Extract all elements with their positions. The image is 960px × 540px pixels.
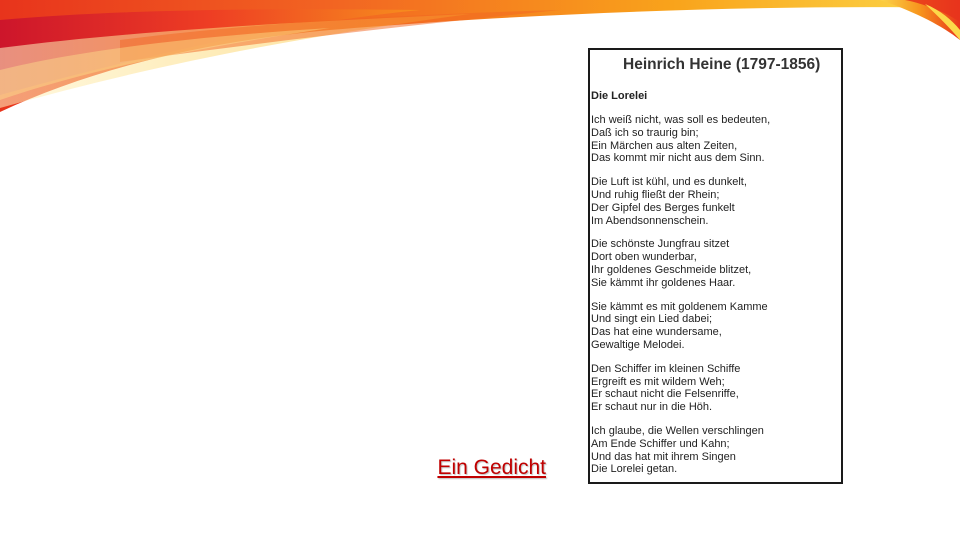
stanza-5 [591, 363, 841, 414]
poem-line: Das kommt mir nicht aus dem Sinn. [591, 152, 765, 165]
poem-line: Im Abendsonnenschein. [591, 214, 709, 227]
poem-image [588, 48, 843, 484]
poem-line: Er schaut nur in die Höh. [591, 401, 713, 414]
slide-title: Ein Gedicht [437, 456, 546, 479]
poem-line: Den Schiffer im kleinen Schiffe [591, 362, 741, 375]
poem-line: Ihr goldenes Geschmeide blitzet, [591, 263, 752, 276]
poem-title: Die Lorelei [591, 90, 648, 102]
poem-stanzas [591, 114, 841, 484]
poem-line: Die Luft ist kühl, und es dunkelt, [591, 176, 747, 189]
poem-line: Dort oben wunderbar, [591, 251, 697, 264]
poem-line: Ich glaube, die Wellen verschlingen [591, 424, 764, 437]
stanza-1 [591, 114, 841, 165]
poem-line: Ein Märchen aus alten Zeiten, [591, 139, 738, 152]
poem-line: Sie kämmt es mit goldenem Kamme [591, 300, 768, 313]
poem-line: Und ruhig fließt der Rhein; [591, 188, 720, 201]
poem-line: Und das hat mit ihrem Singen [591, 450, 736, 463]
stanza-4 [591, 301, 841, 352]
poem-line: Gewaltige Melodei. [591, 338, 685, 351]
stanza-6 [591, 425, 841, 476]
poem-line: Der Gipfel des Berges funkelt [591, 201, 735, 214]
poem-line: Sie kämmt ihr goldenes Haar. [591, 276, 736, 289]
poem-line: Die schönste Jungfrau sitzet [591, 238, 730, 251]
poem-line: Die Lorelei getan. [591, 463, 678, 476]
poem-line: Daß ich so traurig bin; [591, 126, 699, 139]
poem-line: Am Ende Schiffer und Kahn; [591, 437, 730, 450]
poem-line: Das hat eine wundersame, [591, 326, 722, 339]
poem-author-heading: Heinrich Heine (1797-1856) [623, 56, 821, 73]
poem-line: Ergreift es mit wildem Weh; [591, 375, 725, 388]
poem-line: Er schaut nicht die Felsenriffe, [591, 388, 739, 401]
poem-line: Und singt ein Lied dabei; [591, 313, 713, 326]
poem-line: Ich weiß nicht, was soll es bedeuten, [591, 114, 771, 126]
stanza-2 [591, 176, 841, 227]
stanza-3 [591, 238, 841, 289]
